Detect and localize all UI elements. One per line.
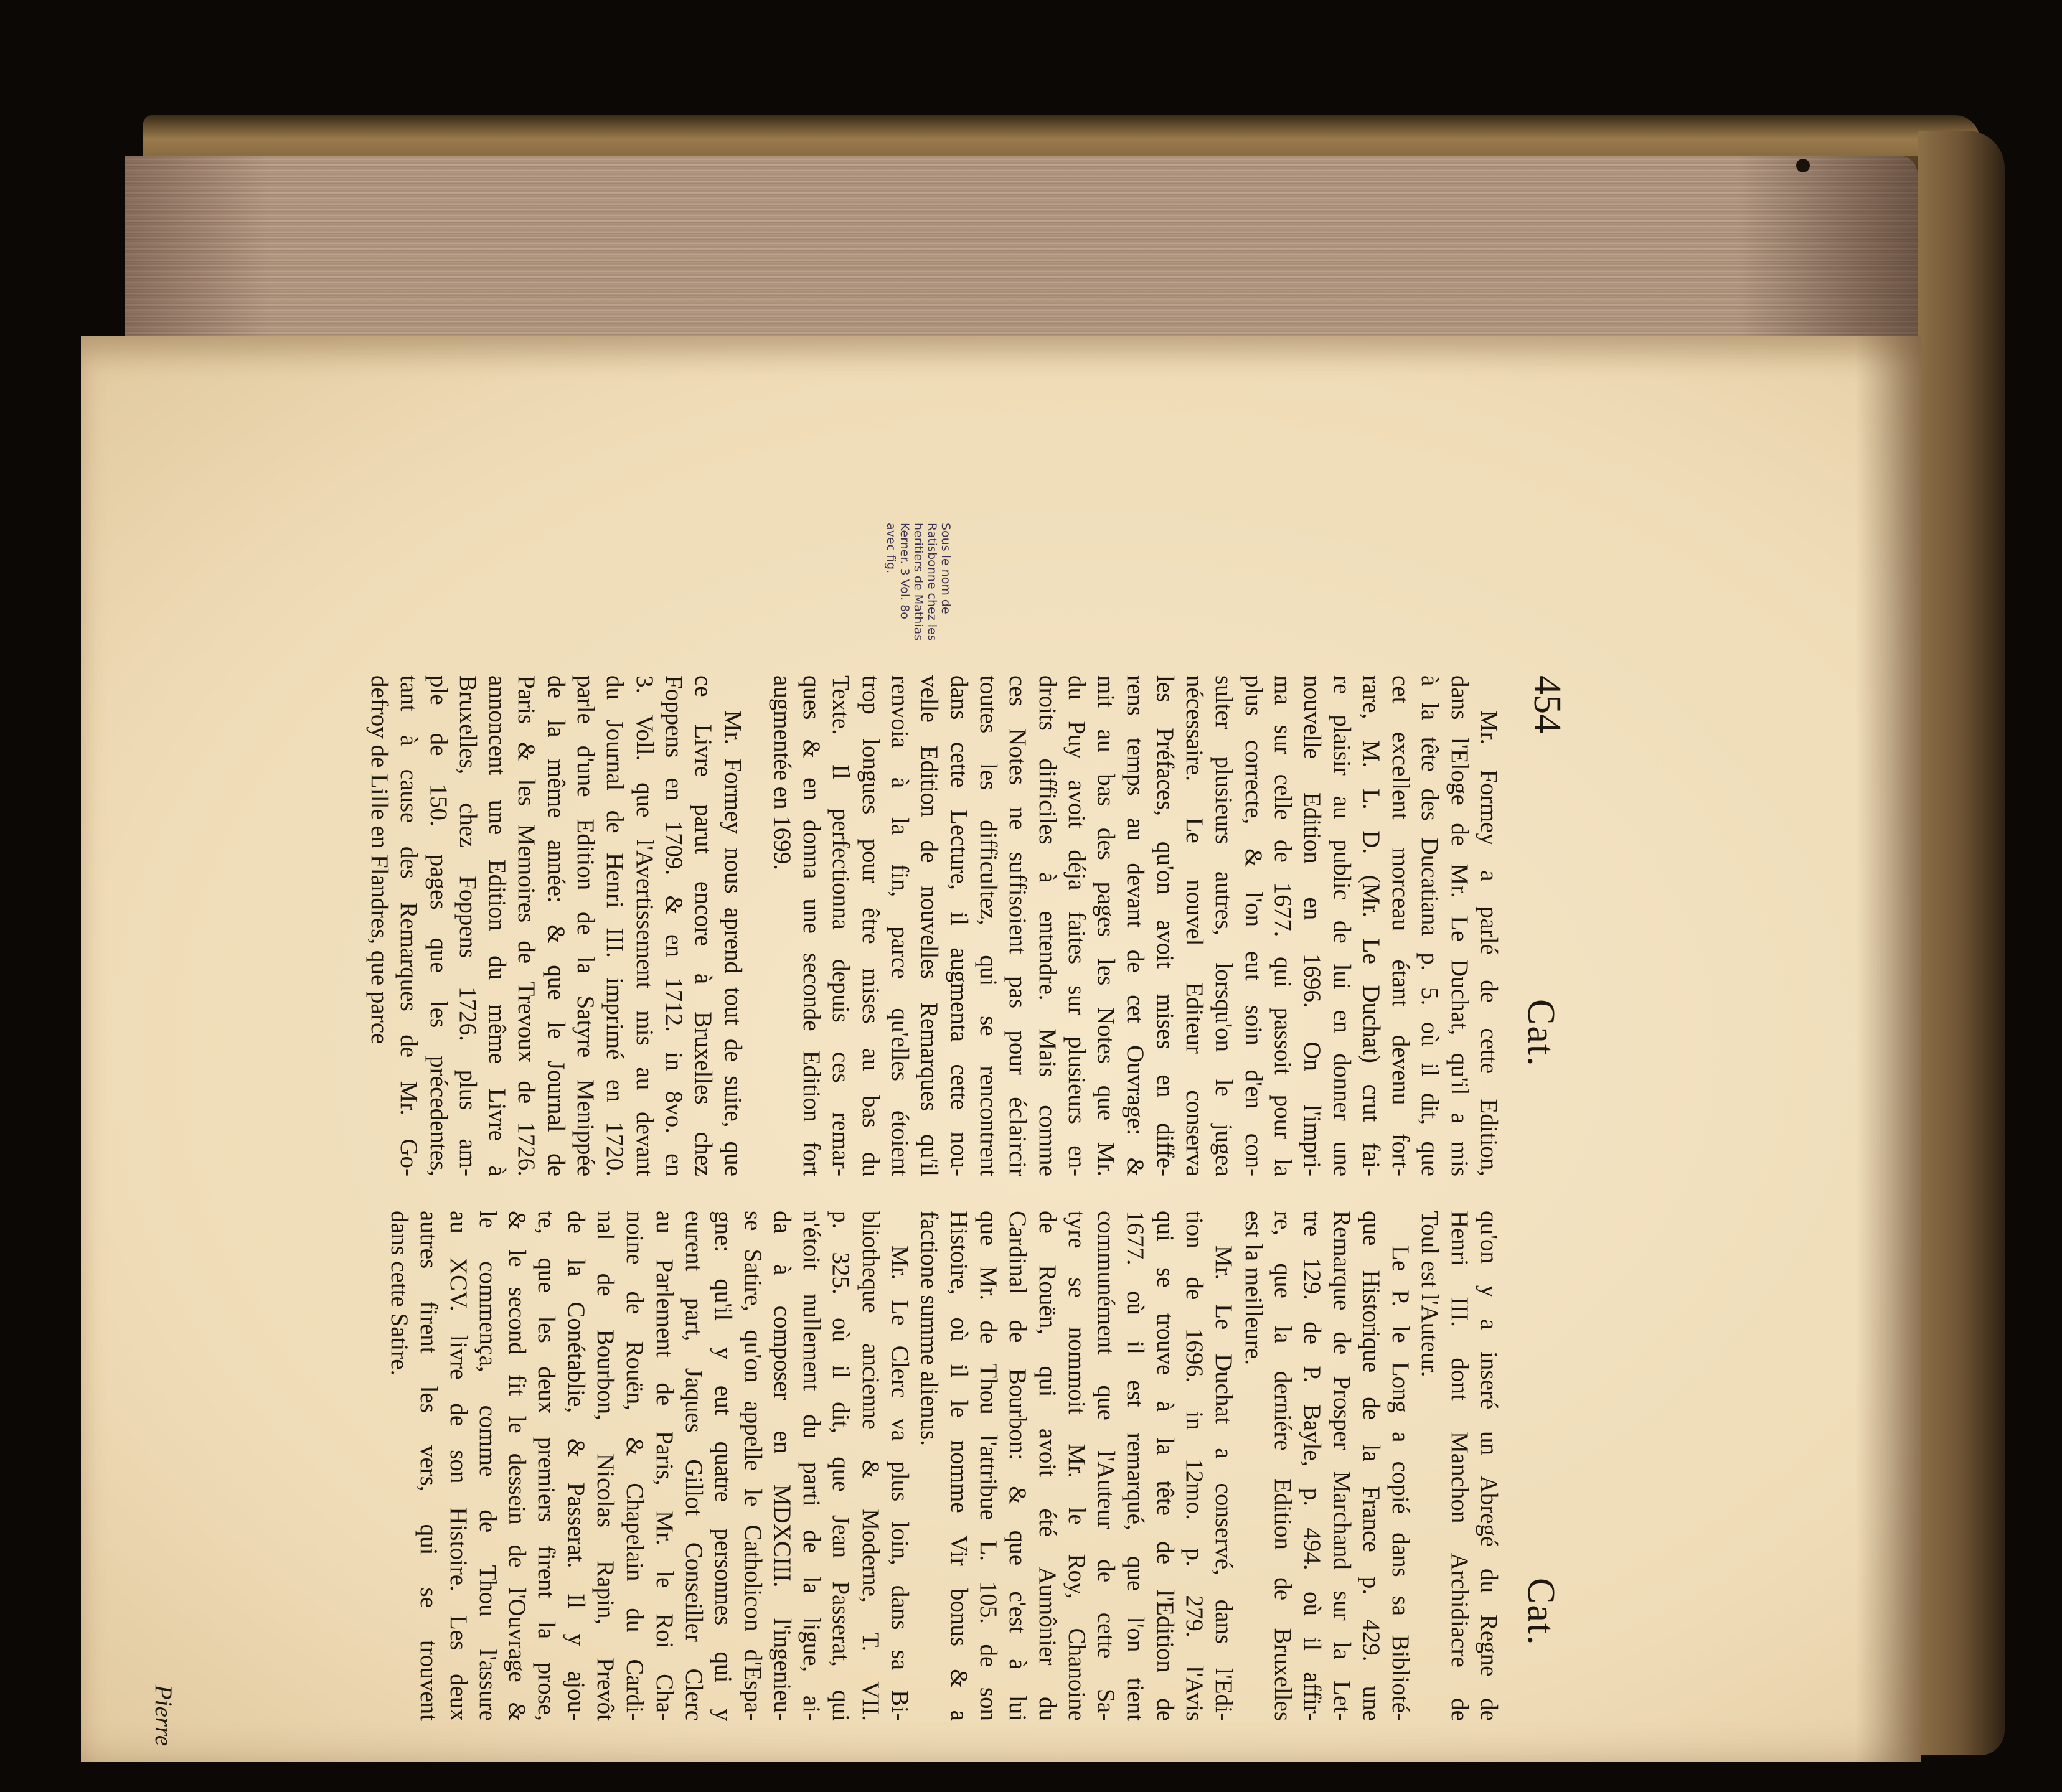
text-line: qui se trouve à la tête de l'Edition de — [1151, 1211, 1179, 1721]
text-line: Cardinal de Bourbon: & que c'est à lui — [1004, 1211, 1032, 1721]
left-column — [365, 675, 1504, 1176]
text-line: mit au bas des pages les Notes que Mr. — [1093, 675, 1120, 1176]
text-line: Paris & les Memoires de Trevoux de 1726. — [513, 675, 540, 1176]
text-line: Mr. Formey a parlé de cette Edition, — [1476, 710, 1502, 1176]
text-line: au Parlement de Paris, Mr. le Roi Cha- — [651, 1211, 678, 1721]
text-line: sulter plusieurs autres, lorsqu'on le jugea — [1210, 675, 1238, 1176]
text-line: parle d'une Edition de la Satyre Menippée — [572, 675, 600, 1176]
running-head-right: Cat. — [1520, 1578, 1562, 1646]
text-line: communément que l'Auteur de cette Sa- — [1093, 1211, 1120, 1721]
text-line: annoncent une Edition du même Livre à — [484, 675, 511, 1176]
text-line: est la meilleure. — [1240, 1211, 1267, 1365]
text-line: toutes les difficultez, qui se rencontrent — [974, 675, 1002, 1176]
text-line: du Journal de Henri III. imprimé en 1720. — [601, 675, 629, 1176]
text-line: noine de Rouën, & Chapelain du Cardi- — [621, 1211, 649, 1721]
text-line: 3. Voll. que l'Avertissement mis au devant — [631, 675, 658, 1176]
page-edges — [125, 156, 1918, 342]
text-line: ple de 150. pages que les précedentes, — [425, 675, 452, 1176]
text-line: se Satire, qu'on appelle le Catholicon d'Espa- — [739, 1211, 766, 1721]
text-line: n'étoit nullement du parti de la ligue, ai- — [798, 1211, 826, 1721]
text-line: Histoire, où il le nomme Vir bonus & a — [945, 1211, 972, 1721]
text-line: de la Conétablie, & Passerat. Il y ajou- — [562, 1211, 590, 1721]
text-line: rare, M. L. D. (Mr. Le Duchat) crut fai- — [1357, 675, 1385, 1176]
text-line: dans cette Lecture, il augmenta cette nou- — [945, 675, 972, 1176]
text-line: de la même année: & que le Journal de — [542, 675, 570, 1176]
text-line: Remarque de Prosper Marchand sur la Let- — [1328, 1211, 1355, 1721]
text-line: nécessaire. Le nouvel Editeur conserva — [1181, 675, 1208, 1176]
text-line: du Puy avoit déja faites sur plusieurs en- — [1063, 675, 1090, 1176]
paragraph-le-duchat — [915, 1211, 1238, 1721]
text-line: gne: qu'il y eut quatre personnes qui y — [710, 1211, 737, 1721]
printed-text-block — [100, 523, 1569, 1746]
text-line: ma sur celle de 1677. qui passoit pour la — [1269, 675, 1296, 1176]
margin-note-line: avec fig. — [884, 523, 898, 574]
text-line: Texte. Il perfectionna depuis ces remar- — [827, 675, 855, 1176]
margin-note-line: heritiers de Mathias Kerner. 3 Vol. 8o — [898, 523, 925, 641]
running-head — [1500, 675, 1569, 1746]
text-line: velle Edition de nouvelles Remarques qu'il — [916, 675, 943, 1176]
text-line: dans cette Satire. — [386, 1211, 413, 1376]
text-line: tion de 1696. in 12mo. p. 279. l'Avis — [1181, 1211, 1208, 1721]
text-line: augmentée en 1699. — [768, 675, 796, 870]
page-number: 454 — [1526, 675, 1568, 733]
text-line: eurent part, Jaques Gillot Conseiller Clerc — [680, 1211, 707, 1721]
text-line: ces Notes ne suffisoient pas pour éclaircir — [1004, 675, 1032, 1176]
running-head-left: Cat. — [1520, 999, 1562, 1067]
text-line: 1677. où il est remarqué, que l'on tient — [1122, 1211, 1149, 1721]
gutter-shadow — [1855, 336, 1921, 1762]
text-line: ques & en donna une seconde Edition fort — [798, 675, 826, 1176]
text-line: droits difficiles à entendre. Mais comme — [1033, 675, 1061, 1176]
text-line: trop longues pour être mises au bas du — [857, 675, 884, 1176]
text-line: de Rouën, qui avoit été Aumônier du — [1033, 1211, 1061, 1721]
text-line: qu'on y a inseré un Abregé du Regne de — [1476, 1211, 1502, 1721]
text-line: defroy de Lille en Flandres, que parce — [366, 675, 393, 1044]
text-line: nal de Bourbon, Nicolas Rapin, Prevôt — [592, 1211, 619, 1721]
text-line: da à composer en MDXCIII. l'ingenieu- — [768, 1211, 796, 1721]
text-line: rens temps au devant de cet Ouvrage: & — [1122, 675, 1149, 1176]
paragraph-le-clerc — [385, 1211, 915, 1721]
handwritten-margin-note — [884, 523, 953, 654]
text-line: re, que la derniére Edition de Bruxelles — [1269, 1211, 1296, 1721]
text-line: tyre se nommoit Mr. le Roy, Chanoine — [1063, 1211, 1090, 1721]
text-line: cet excellent morceau étant devenu fort- — [1387, 675, 1415, 1176]
catchword: Pierre — [150, 1684, 177, 1746]
text-line: Toul est l'Auteur. — [1416, 1211, 1444, 1377]
text-line: renvoia à la fin, parce qu'elles étoient — [887, 675, 914, 1176]
paragraph-abrege-continuation — [1415, 1211, 1504, 1721]
text-line: autres firent les vers, qui se trouvent — [415, 1211, 443, 1721]
book-cover-right — [1918, 131, 2005, 1755]
paragraph-formey-bruxelles — [365, 675, 748, 1176]
text-line: nouvelle Edition en 1696. On l'impri- — [1299, 675, 1326, 1176]
text-line: bliotheque ancienne & Moderne, T. VII. — [857, 1211, 884, 1721]
text-line: re plaisir au public de lui en donner une — [1328, 675, 1355, 1176]
text-line: tre 129. de P. Bayle, p. 494. où il affir- — [1299, 1211, 1326, 1721]
paragraph-le-long — [1238, 1211, 1415, 1721]
text-line: factione summe alienus. — [916, 1211, 943, 1446]
right-column — [385, 1211, 1504, 1721]
text-line: p. 325. où il dit, que Jean Passerat, qui — [827, 1211, 855, 1721]
text-line: Mr. Formey nous aprend tout de suite, que — [719, 710, 746, 1176]
text-line: que Historique de la France p. 429. une — [1357, 1211, 1385, 1721]
text-line: te, que les deux premiers firent la prose, — [533, 1211, 560, 1721]
text-line: Mr. Le Duchat a conservé, dans l'Edi- — [1210, 1245, 1238, 1721]
text-line: & le second fit le dessein de l'Ouvrage & — [504, 1211, 531, 1721]
text-line: plus correcte, & l'on eut soin d'en con- — [1240, 675, 1267, 1176]
margin-note-line: Sous le nom de Ratisbonne chez les — [925, 523, 953, 641]
text-line: Foppens en 1709. & en 1712. in 8vo. en — [660, 675, 687, 1176]
text-line: Mr. Le Clerc va plus loin, dans sa Bi- — [887, 1245, 914, 1721]
text-line: tant à cause des Remarques de Mr. Go- — [395, 675, 423, 1176]
text-line: Le P. le Long a copié dans sa Biblioté- — [1387, 1245, 1415, 1721]
text-line: les Préfaces, qu'on avoit mises en diffe- — [1151, 675, 1179, 1176]
cover-dot — [1796, 159, 1810, 172]
text-line: à la tête des Ducatiana p. 5. où il dit, que — [1416, 675, 1444, 1176]
text-line: le commença, comme de Thou l'assure — [474, 1211, 501, 1721]
text-line: Bruxelles, chez Foppens 1726. plus am- — [454, 675, 481, 1176]
text-line: ce Livre parut encore à Bruxelles chez — [690, 675, 717, 1176]
text-line: au XCV. livre de son Histoire. Les deux — [445, 1211, 472, 1721]
text-line: dans l'Eloge de Mr. Le Duchat, qu'il a mis — [1446, 675, 1473, 1176]
text-line: Henri III. dont Manchon Archidiacre de — [1446, 1211, 1473, 1721]
paragraph-formey-edition — [768, 675, 1504, 1176]
text-line: que Mr. de Thou l'attribue L. 105. de son — [974, 1211, 1002, 1721]
